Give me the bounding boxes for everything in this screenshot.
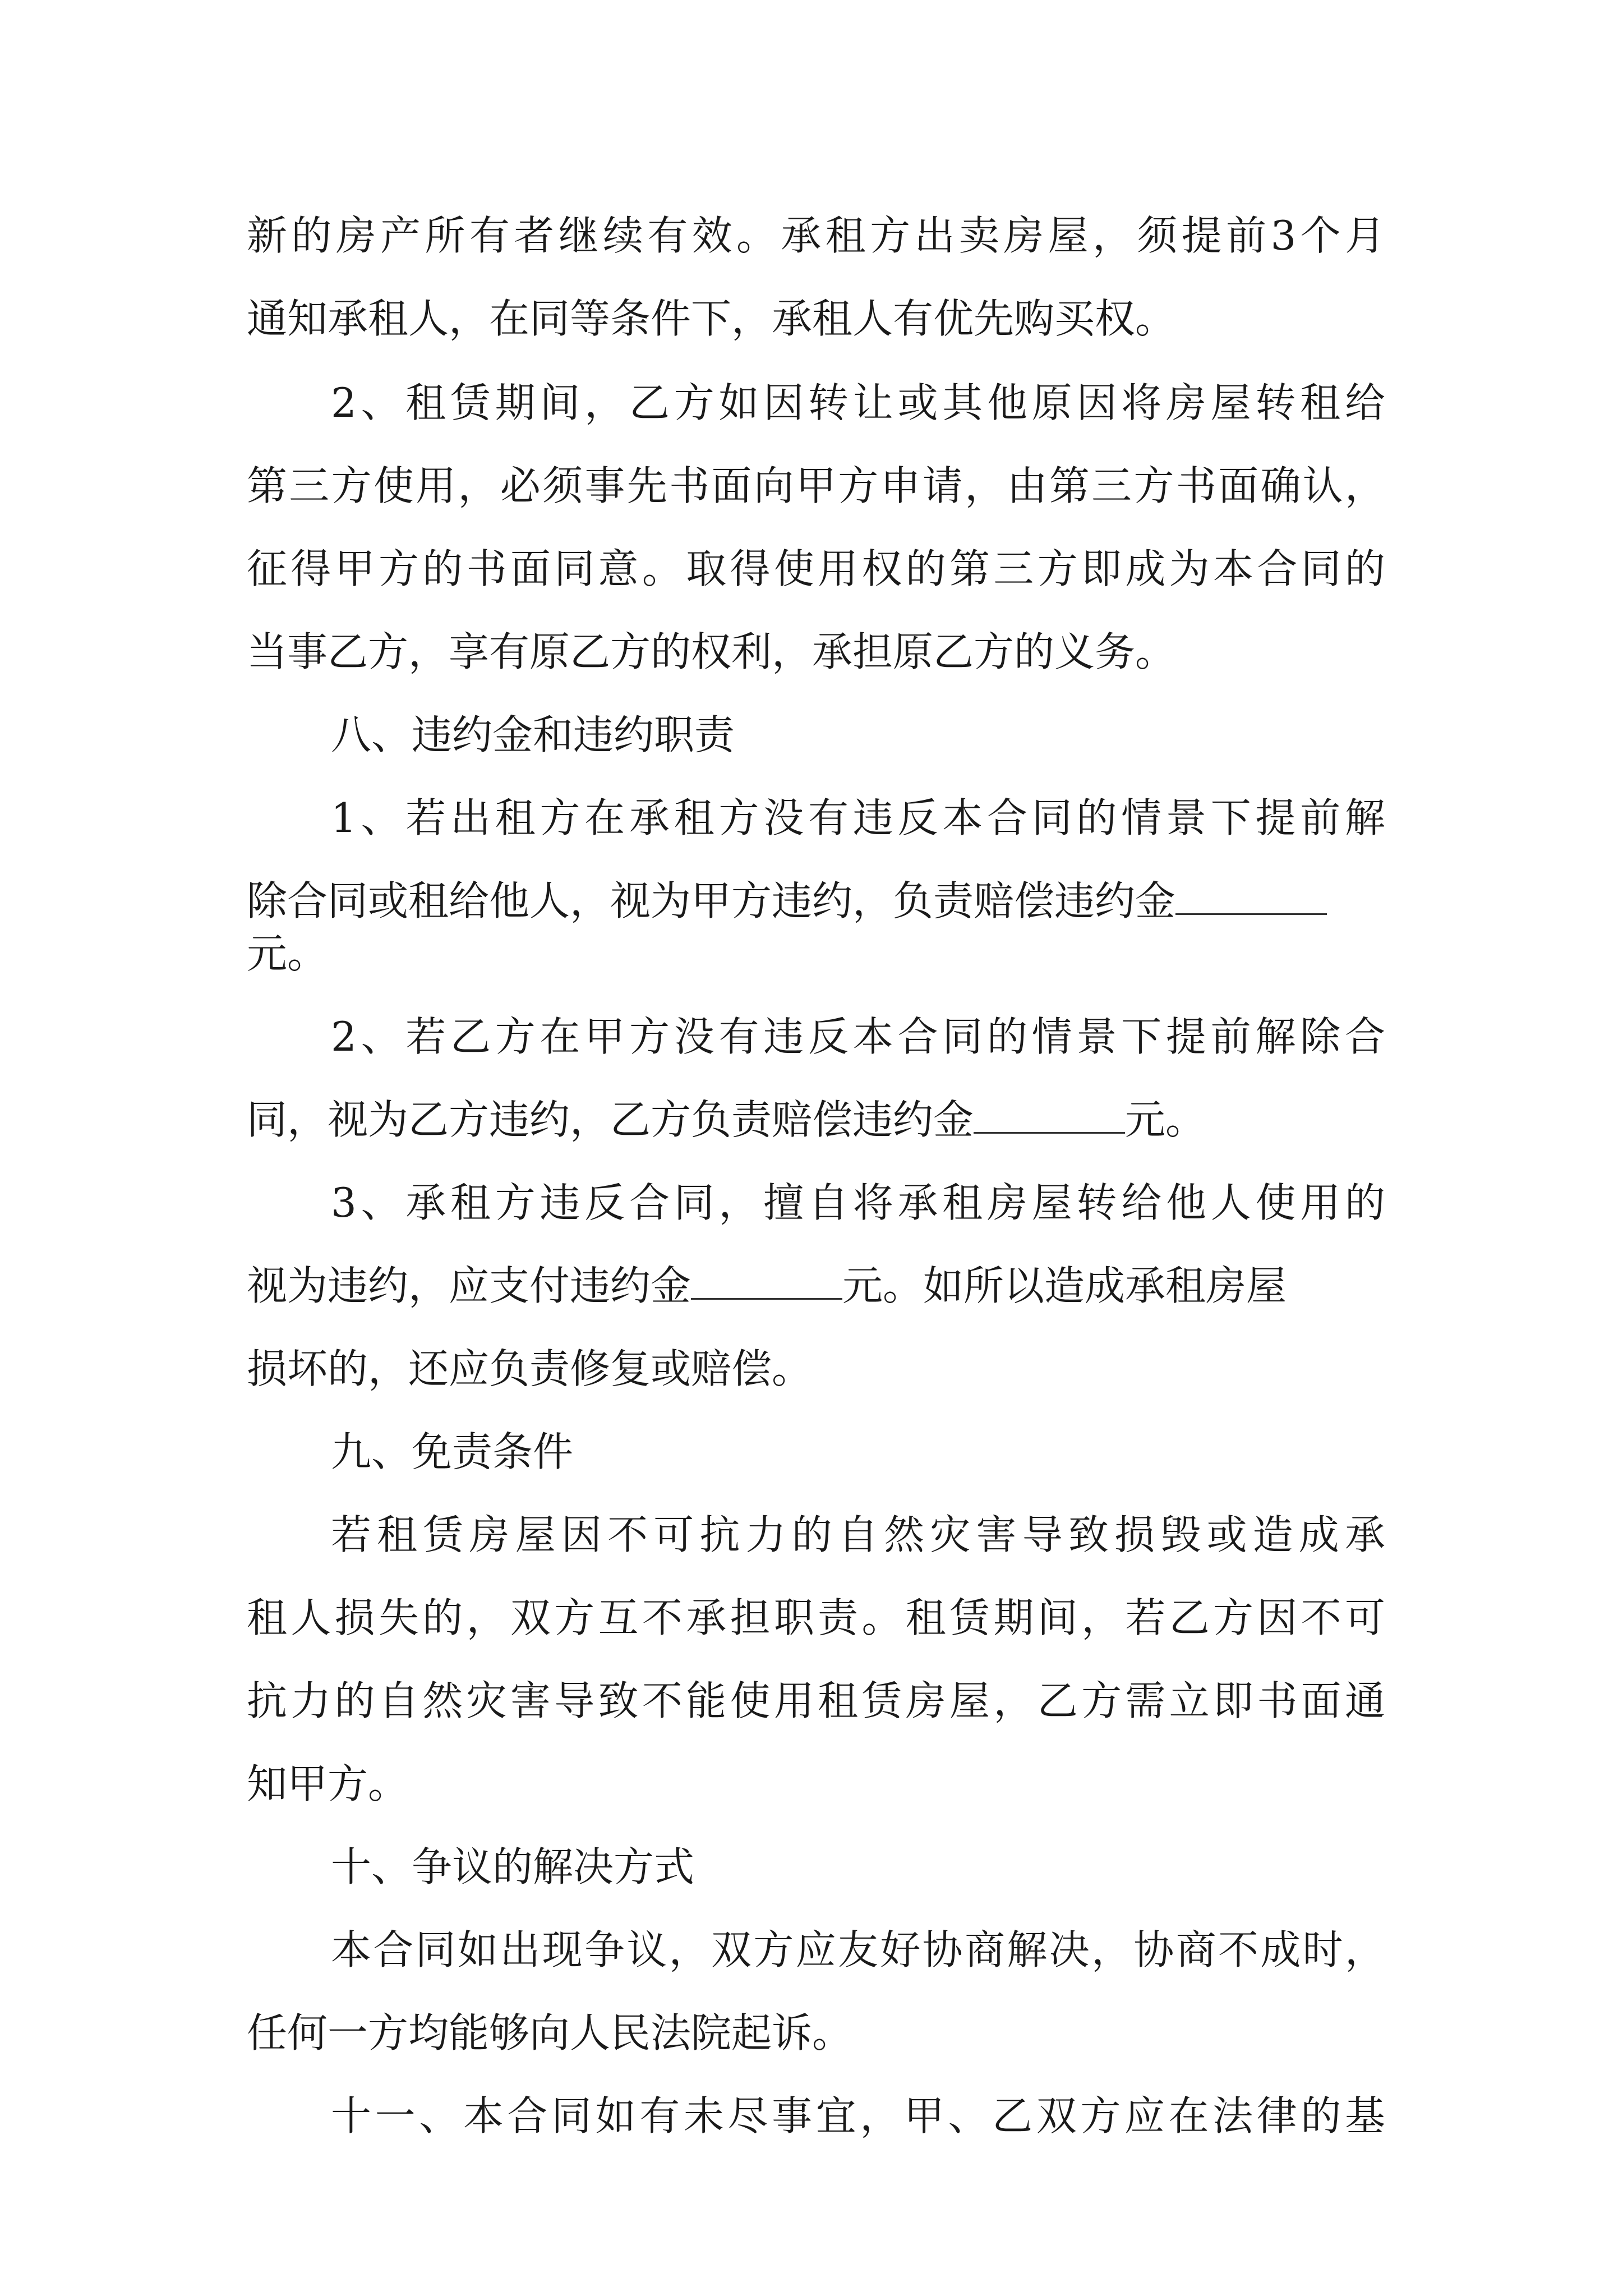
text-segment: 视为违约，应支付违约金 [247, 1262, 691, 1309]
text-line: 抗力的自然灾害导致不能使用租赁房屋，乙方需立即书面通 [247, 1677, 1385, 1724]
text-line [247, 1258, 1385, 1314]
section-heading: 九、免责条件 [331, 1428, 574, 1475]
text-line: 元。 [247, 930, 328, 977]
section-heading: 十、争议的解决方式 [331, 1843, 695, 1890]
text-line: 新的房产所有者继续有效。承租方出卖房屋，须提前3个月 [247, 212, 1385, 259]
text-line: 第三方使用，必须事先书面向甲方申请，由第三方书面确认， [247, 462, 1385, 509]
text-line: 知甲方。 [247, 1760, 409, 1807]
blank-underline [1175, 874, 1327, 915]
text-line: 通知承租人，在同等条件下，承租人有优先购买权。 [247, 295, 1176, 342]
blank-underline [691, 1259, 842, 1300]
text-line: 2、若乙方在甲方没有违反本合同的情景下提前解除合 [331, 1013, 1385, 1060]
text-line [247, 873, 1385, 929]
text-line: 当事乙方，享有原乙方的权利，承担原乙方的义务。 [247, 628, 1176, 675]
text-line: 损坏的，还应负责修复或赔偿。 [247, 1345, 813, 1392]
text-line: 征得甲方的书面同意。取得使用权的第三方即成为本合同的 [247, 545, 1385, 592]
text-line: 1、若出租方在承租方没有违反本合同的情景下提前解 [331, 794, 1385, 841]
text-line: 租人损失的，双方互不承担职责。租赁期间，若乙方因不可 [247, 1594, 1385, 1641]
text-segment: 元。 [1125, 1096, 1206, 1143]
text-line: 本合同如出现争议，双方应友好协商解决，协商不成时， [331, 1926, 1385, 1973]
text-line: 任何一方均能够向人民法院起诉。 [247, 2009, 853, 2056]
text-line: 十一、本合同如有未尽事宜，甲、乙双方应在法律的基 [331, 2092, 1385, 2139]
text-line: 2、租赁期间，乙方如因转让或其他原因将房屋转租给 [331, 379, 1385, 426]
text-segment: 同，视为乙方违约，乙方负责赔偿违约金 [247, 1096, 974, 1143]
blank-underline [974, 1093, 1125, 1134]
text-segment: 除合同或租给他人，视为甲方违约，负责赔偿违约金 [247, 877, 1176, 924]
text-line [247, 1092, 1385, 1148]
text-line: 若租赁房屋因不可抗力的自然灾害导致损毁或造成承 [331, 1511, 1385, 1558]
text-segment: 元。如所以造成承租房屋 [842, 1262, 1287, 1309]
section-heading: 八、违约金和违约职责 [331, 711, 735, 758]
text-line: 3、承租方违反合同，擅自将承租房屋转给他人使用的 [331, 1179, 1385, 1226]
